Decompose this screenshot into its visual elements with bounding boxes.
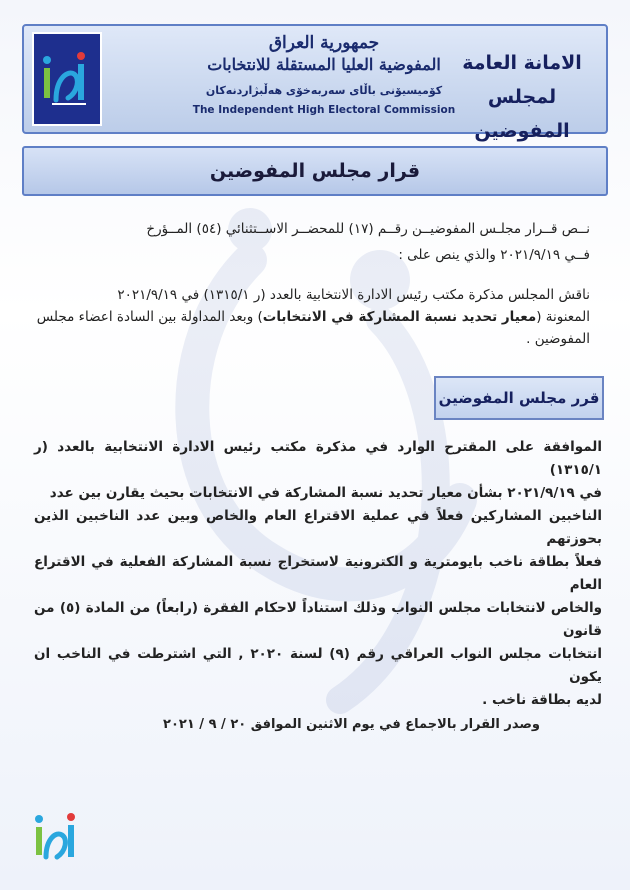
discussion-subject: معيار تحديد نسبة المشاركة في الانتخابات: [262, 309, 537, 325]
commission-name-block: [174, 32, 474, 118]
secretariat-line-1: الامانة العامة: [462, 52, 582, 74]
ihec-logo-icon: [30, 805, 82, 867]
discussion-line-1: ناقش المجلس مذكرة مكتب رئيس الادارة الانتخابية بالعدد (ر ١٣١٥/١) في ٢٠٢١/٩/١٩: [117, 287, 590, 303]
secretariat-title: [452, 46, 592, 148]
intro-line-1: نــص قــرار مجلـس المفوضيــن رقــم (١٧) للمحضــر الاســتثنائي (٥٤) المــؤرخ: [146, 221, 590, 237]
decision-line-5: والخاص لانتخابات مجلس النواب وذلك استناداً لاحكام الفقرة (رابعاً) من المادة (٥) من قانون: [34, 600, 602, 639]
document-title: قرار مجلس المفوضين: [22, 146, 608, 196]
commission-name-arabic: المفوضية العليا المستقلة للانتخابات: [207, 55, 441, 74]
secretariat-line-2: لمجلس المفوضين: [474, 86, 570, 142]
commission-name-english: The Independent High Electoral Commission: [192, 104, 456, 116]
decision-heading: قرر مجلس المفوضين: [434, 376, 604, 420]
decision-line-3: الناخبين المشاركين فعلاً في عملية الاقتراع العام والخاص وبين عدد الناخبين الذين بحوزتهم: [34, 508, 602, 547]
intro-paragraph: [40, 216, 590, 268]
discussion-line-2-suffix: ) وبعد المداولة بين السادة اعضاء مجلس: [36, 309, 263, 325]
commission-name-kurdish: كۆمیسیۆنی باڵای سەربەخۆی هەڵبژاردنەکان: [205, 84, 443, 97]
document-header: [22, 24, 608, 142]
discussion-line-3: المفوضين .: [526, 331, 590, 347]
decision-line-7: لديه بطاقة ناخب .: [482, 692, 602, 708]
discussion-line-2-prefix: المعنونة (: [536, 309, 590, 325]
closing-line: وصدر القرار بالاجماع في يوم الاثنين الموافق ٢٠ / ٩ / ٢٠٢١: [163, 717, 540, 732]
decision-line-6: انتخابات مجلس النواب العراقي رقم (٩) لسنة ٢٠٢٠ , التي اشترطت في الناخب ان يكون: [34, 646, 602, 685]
discussion-line-2: [34, 306, 590, 328]
decision-paragraph: [34, 436, 602, 712]
discussion-paragraph: [34, 284, 590, 350]
ihec-logo-icon: [32, 32, 102, 126]
intro-line-2: فــي ٢٠٢١/٩/١٩ والذي ينص على :: [398, 247, 590, 263]
decision-line-4: فعلاً بطاقة ناخب بايومترية و الكترونية لاستخراج نسبة المشاركة الفعلية في الاقتراع العام: [34, 554, 602, 593]
decision-line-1: الموافقة على المقترح الوارد في مذكرة مكتب رئيس الادارة الانتخابية بالعدد (ر ١٣١٥/١): [34, 439, 602, 478]
commission-country: جمهورية العراق: [268, 33, 380, 53]
decision-line-2: في ٢٠٢١/٩/١٩ بشأن معيار تحديد نسبة المشاركة في الانتخابات بحيث يقارن بين عدد: [49, 485, 602, 501]
